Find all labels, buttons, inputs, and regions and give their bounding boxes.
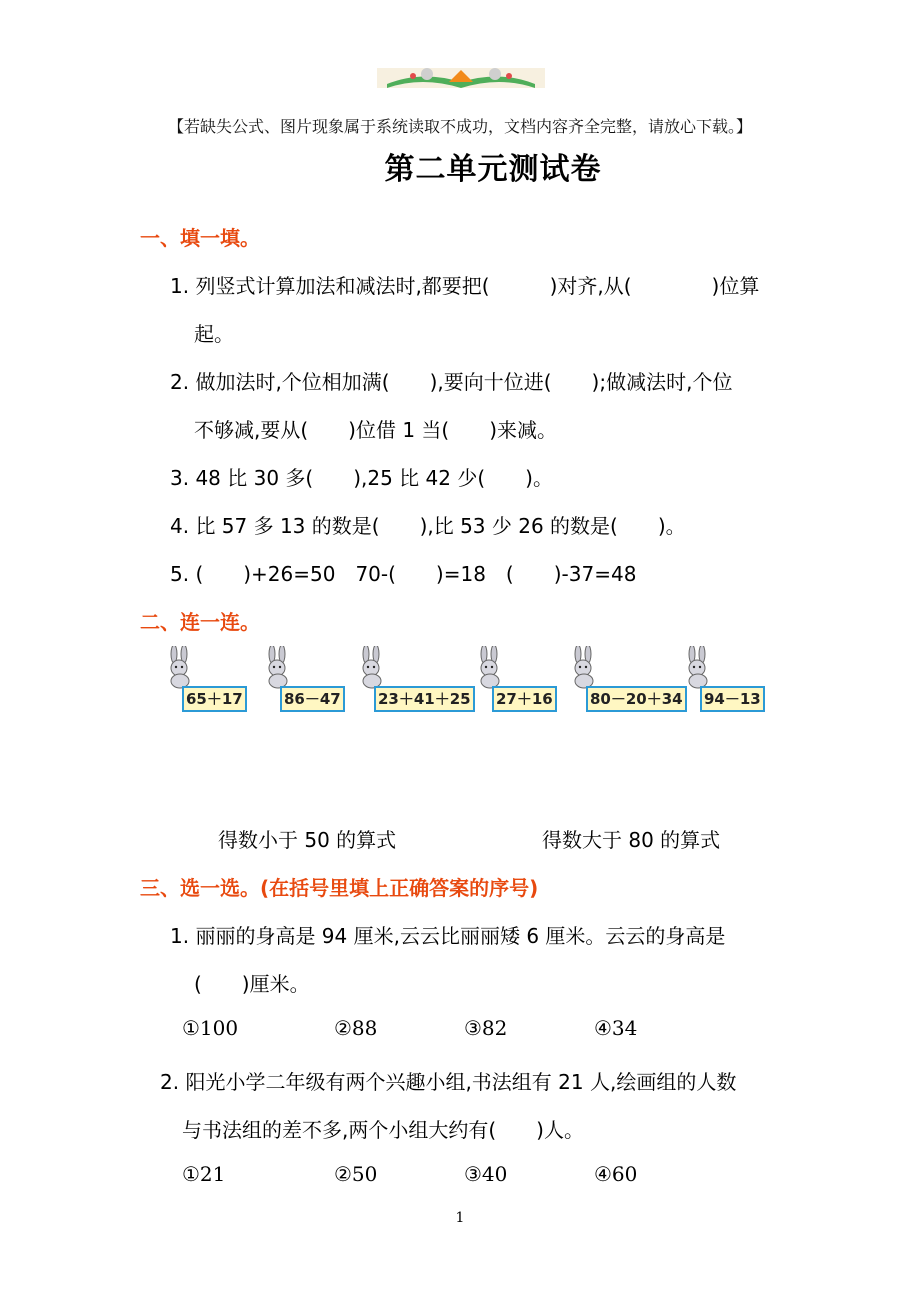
rabbit-card-6[interactable]: [682, 646, 762, 712]
rabbit-icon: [164, 646, 198, 690]
s3-q1-option-b: ②88: [334, 1016, 378, 1040]
s1-question-1-line-1: 1. 列竖式计算加法和减法时,都要把( )对齐,从( )位算: [170, 274, 760, 298]
s3-question-1-line-2: ( )厘米。: [194, 972, 310, 996]
s3-q2-option-c: ③40: [464, 1162, 508, 1186]
rabbit-icon: [682, 646, 716, 690]
s3-q2-option-a: ①21: [182, 1162, 226, 1186]
rabbit-icon: [568, 646, 602, 690]
s3-q1-option-c: ③82: [464, 1016, 508, 1040]
s3-question-1-line-1: 1. 丽丽的身高是 94 厘米,云云比丽丽矮 6 厘米。云云的身高是: [170, 924, 726, 948]
expression-label: 23＋41＋25: [374, 686, 475, 712]
download-notice: 【若缺失公式、图片现象属于系统读取不成功，文档内容齐全完整，请放心下载。】: [167, 117, 752, 136]
s3-q1-option-d: ④34: [594, 1016, 638, 1040]
expression-label: 80－20＋34: [586, 686, 687, 712]
section-1-heading: 一、填一填。: [140, 226, 260, 250]
rabbit-icon: [262, 646, 296, 690]
expression-label: 94－13: [700, 686, 765, 712]
section-3-heading: 三、选一选。(在括号里填上正确答案的序号): [140, 876, 539, 900]
expression-label: 65＋17: [182, 686, 247, 712]
s3-q1-option-a: ①100: [182, 1016, 239, 1040]
header-book-decoration: [377, 62, 545, 96]
s3-q2-option-b: ②50: [334, 1162, 378, 1186]
rabbit-card-5[interactable]: [568, 646, 683, 712]
s1-question-2-line-1: 2. 做加法时,个位相加满( ),要向十位进( );做减法时,个位: [170, 370, 733, 394]
rabbit-card-3[interactable]: [356, 646, 471, 712]
expression-label: 27＋16: [492, 686, 557, 712]
s1-question-3: 3. 48 比 30 多( ),25 比 42 少( )。: [170, 466, 553, 490]
s1-question-4: 4. 比 57 多 13 的数是( ),比 53 少 26 的数是( )。: [170, 514, 686, 538]
section-2-heading: 二、连一连。: [140, 610, 260, 634]
s3-question-2-line-1: 2. 阳光小学二年级有两个兴趣小组,书法组有 21 人,绘画组的人数: [160, 1070, 737, 1094]
page-number: 1: [455, 1210, 465, 1226]
s1-question-5: 5. ( )+26=50 70-( )=18 ( )-37=48: [170, 562, 637, 586]
target-label-less-than-50: 得数小于 50 的算式: [218, 828, 397, 852]
s3-question-2-line-2: 与书法组的差不多,两个小组大约有( )人。: [182, 1118, 584, 1142]
expression-label: 86－47: [280, 686, 345, 712]
s3-q2-option-d: ④60: [594, 1162, 638, 1186]
rabbit-card-4[interactable]: [474, 646, 554, 712]
rabbit-card-1[interactable]: [164, 646, 244, 712]
rabbit-card-2[interactable]: [262, 646, 342, 712]
s1-question-1-line-2: 起。: [194, 322, 234, 346]
s1-question-2-line-2: 不够减,要从( )位借 1 当( )来减。: [194, 418, 558, 442]
page-title: 第二单元测试卷: [384, 152, 602, 187]
rabbit-icon: [474, 646, 508, 690]
target-label-greater-than-80: 得数大于 80 的算式: [542, 828, 721, 852]
rabbit-icon: [356, 646, 390, 690]
